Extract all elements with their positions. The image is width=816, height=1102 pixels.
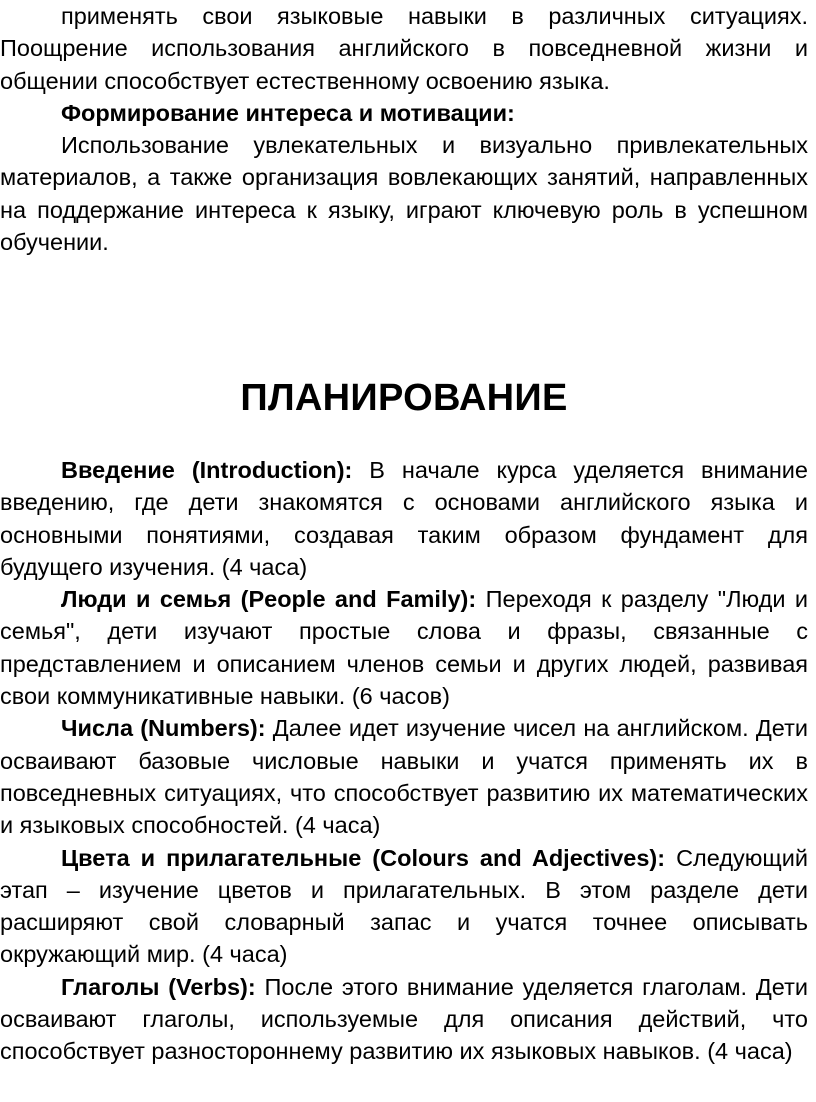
plan-item-term: Глаголы (Verbs):	[61, 973, 256, 1000]
intro-continuation-paragraph: применять свои языковые навыки в различных ситуациях. Поощрение использования английского в повседневной жизни и общении способствует естественному освоению языка.	[0, 3, 808, 94]
plan-item-term: Числа (Numbers):	[61, 715, 266, 742]
plan-item-colours	[0, 842, 812, 971]
plan-item-numbers	[0, 712, 812, 841]
plan-item-term: Цвета и прилагательные (Colours and Adjectives):	[61, 844, 666, 871]
plan-item-text: После этого внимание уделяется глаголам. Дети осваивают глаголы, используемые для описания действий, что способствует разностороннему развитию их языковых навыков. (4 часа)	[0, 973, 808, 1065]
plan-item-text: Переходя к разделу "Люди и семья", дети изучают простые слова и фразы, связанные с представлением и описанием членов семьи и других людей, развивая свои коммуникативные навыки. (6 часов)	[0, 586, 808, 710]
plan-item-term: Люди и семья (People and Family):	[61, 586, 477, 613]
plan-item-text: В начале курса уделяется внимание введению, где дети знакомятся с основами английского языка и основными понятиями, создавая таким образом фундамент для будущего изучения. (4 часа)	[0, 457, 808, 580]
plan-item-text: Следующий этап – изучение цветов и прилагательных. В этом разделе дети расширяют свой словарный запас и учатся точнее описывать окружающий мир. (4 часа)	[0, 844, 808, 968]
plan-item-introduction	[0, 454, 812, 583]
section-title: ПЛАНИРОВАНИЕ	[240, 377, 568, 419]
intro-section	[0, 0, 812, 258]
plan-item-text: Далее идет изучение чисел на английском. Дети осваивают базовые числовые навыки и учатся применять их в повседневных ситуациях, что способствует развитию их математических и языковых способностей. (4 часа)	[0, 715, 808, 839]
plan-section	[0, 454, 812, 1068]
plan-item-people-family	[0, 583, 812, 712]
plan-item-verbs	[0, 971, 812, 1068]
motivation-heading: Формирование интереса и мотивации:	[61, 99, 515, 126]
motivation-paragraph: Использование увлекательных и визуально привлекательных материалов, а также организация вовлекающих занятий, направленных на поддержание интереса к языку, играют ключевую роль в успешном обучении.	[0, 132, 808, 256]
plan-item-term: Введение (Introduction):	[61, 457, 353, 483]
